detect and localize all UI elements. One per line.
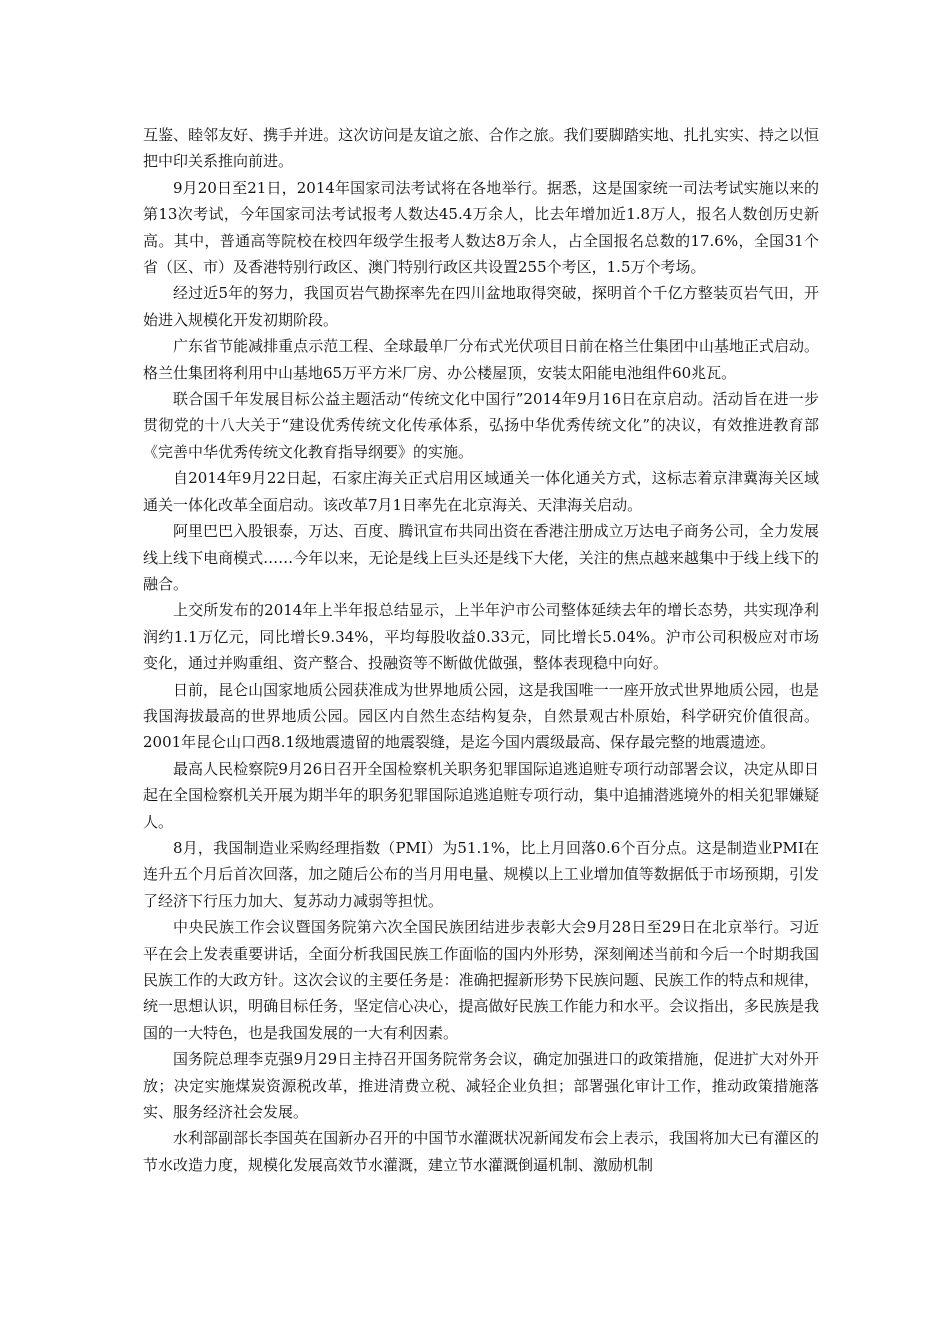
paragraph-galanz-solar: 广东省节能减排重点示范工程、全球最单厂分布式光伏项目日前在格兰仕集团中山基地正式启动。格兰仕集团将利用中山基地65万平方米厂房、办公楼屋顶，安装太阳能电池组件60兆瓦。: [143, 337, 819, 382]
paragraph-judicial-exam: 9月20日至21日，2014年国家司法考试将在各地举行。据悉，这是国家统一司法考试实施以来的第13次考试，今年国家司法考试报考人数达45.4万余人，比去年增加近1.8万人，报名人数创历史新高。其中，普通高等院校在校四年级学生报考人数达8万余人，占全国报名总数的17.6%，全国31个省（区、市）及香港特别行政区、澳门特别行政区共设置255个考区，1.5万个考场。: [143, 178, 819, 277]
paragraph-procuratorate: 最高人民检察院9月26日召开全国检察机关职务犯罪国际追逃追赃专项行动部署会议，决定从即日起在全国检察机关开展为期半年的职务犯罪国际追逃追赃专项行动，集中追捕潜逃境外的相关犯罪嫌疑人。: [143, 759, 819, 831]
paragraph-china-india-visit: 互鉴、睦邻友好、携手并进。这次访问是友谊之旅、合作之旅。我们要脚踏实地、扎扎实实、持之以恒把中印关系推向前进。: [143, 126, 819, 171]
document-body: [143, 122, 819, 1178]
paragraph-customs-integration: 自2014年9月22日起，石家庄海关正式启用区域通关一体化通关方式，这标志着京津冀海关区域通关一体化改革全面启动。该改革7月1日率先在北京海关、天津海关启动。: [143, 469, 819, 514]
paragraph-sse-report: 上交所发布的2014年上半年报总结显示，上半年沪市公司整体延续去年的增长态势，共实现净利润约1.1万亿元，同比增长9.34%，平均每股收益0.33元，同比增长5.04%。沪市公司积极应对市场变化，通过并购重组、资产整合、投融资等不断做优做强，整体表现稳中向好。: [143, 601, 819, 673]
paragraph-pmi: 8月，我国制造业采购经理指数（PMI）为51.1%，比上月回落0.6个百分点。这是制造业PMI在连升五个月后首次回落，加之随后公布的当月用电量、规模以上工业增加值等数据低于市场预期，引发了经济下行压力加大、复苏动力减弱等担忧。: [143, 838, 819, 910]
paragraph-traditional-culture: 联合国千年发展目标公益主题活动“传统文化中国行”2014年9月16日在京启动。活动旨在进一步贯彻党的十八大关于“建设优秀传统文化传承体系，弘扬中华优秀传统文化”的决议，有效推进教育部《完善中华优秀传统文化教育指导纲要》的实施。: [143, 390, 819, 461]
paragraph-ethnic-conference: 中央民族工作会议暨国务院第六次全国民族团结进步表彰大会9月28日至29日在北京举行。习近平在会上发表重要讲话，全面分析我国民族工作面临的国内外形势，深刻阐述当前和今后一个时期我国民族工作的大政方针。这次会议的主要任务是：准确把握新形势下民族问题、民族工作的特点和规律，统一思想认识，明确目标任务，坚定信心决心，提高做好民族工作能力和水平。会议指出，多民族是我国的一大特色，也是我国发展的一大有利因素。: [143, 918, 819, 1042]
paragraph-kunlun-geopark: 日前，昆仑山国家地质公园获准成为世界地质公园，这是我国唯一一座开放式世界地质公园，也是我国海拔最高的世界地质公园。园区内自然生态结构复杂，自然景观古朴原始，科学研究价值很高。2001年昆仑山口西8.1级地震遗留的地震裂缝，是迄今国内震级最高、保存最完整的地震遗迹。: [143, 680, 819, 752]
paragraph-state-council: 国务院总理李克强9月29日主持召开国务院常务会议，确定加强进口的政策措施，促进扩大对外开放；决定实施煤炭资源税改革，推进清费立税、减轻企业负担；部署强化审计工作，推动政策措施落实、服务经济社会发展。: [143, 1050, 819, 1122]
paragraph-alibaba-intime: 阿里巴巴入股银泰，万达、百度、腾讯宣布共同出资在香港注册成立万达电子商务公司，全力发展线上线下电商模式……今年以来，无论是线上巨头还是线下大佬，关注的焦点越来越集中于线上线下的融合。: [143, 522, 819, 593]
paragraph-water-saving: 水利部副部长李国英在国新办召开的中国节水灌溉状况新闻发布会上表示，我国将加大已有灌区的节水改造力度，规模化发展高效节水灌溉，建立节水灌溉倒逼机制、激励机制: [143, 1129, 819, 1174]
paragraph-shale-gas: 经过近5年的努力，我国页岩气勘探率先在四川盆地取得突破，探明首个千亿方整装页岩气田，开始进入规模化开发初期阶段。: [143, 284, 819, 329]
